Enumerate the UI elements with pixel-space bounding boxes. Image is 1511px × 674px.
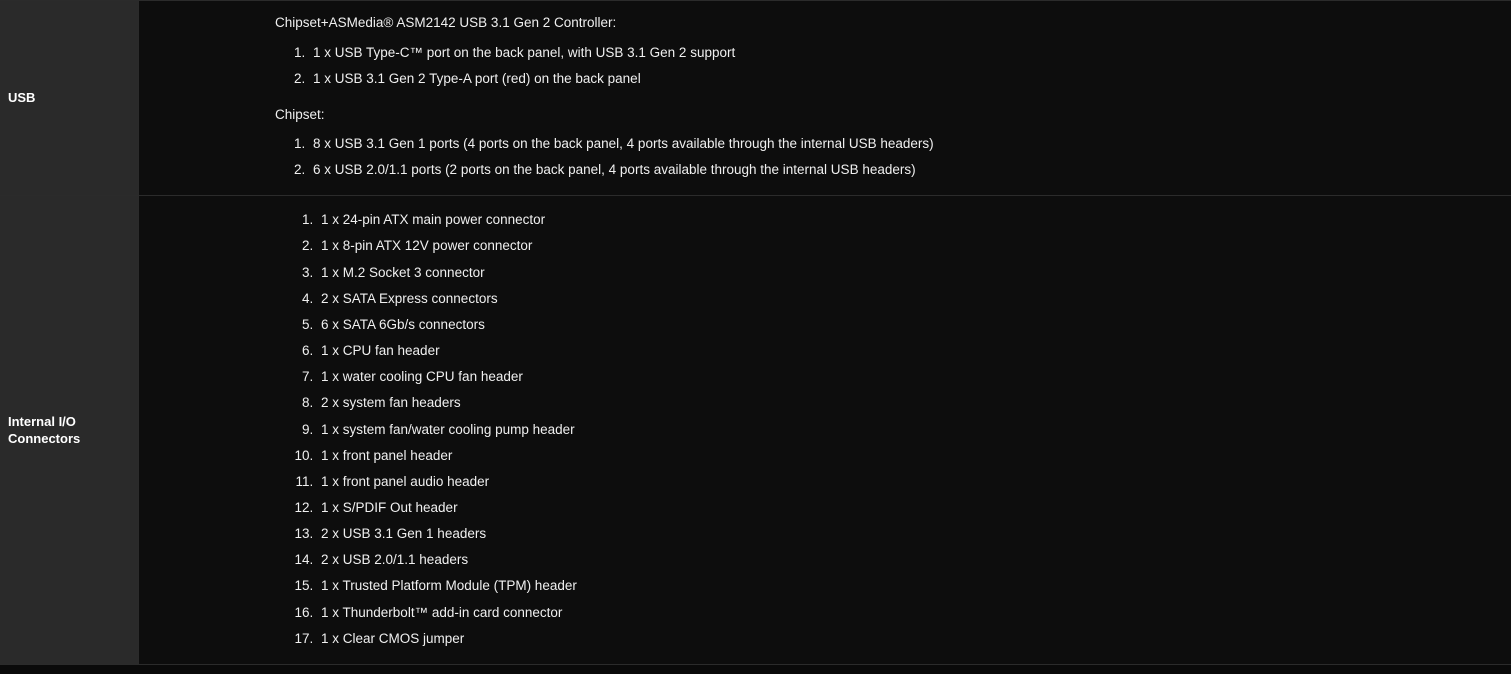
usb-asmedia-list: [275, 40, 1501, 92]
list-item: 8. 2 x system fan headers: [317, 390, 1501, 416]
list-item: 5. 6 x SATA 6Gb/s connectors: [317, 312, 1501, 338]
table-row-usb: [0, 1, 1511, 196]
list-item: 4. 2 x SATA Express connectors: [317, 286, 1501, 312]
list-item: 3. 1 x M.2 Socket 3 connector: [317, 260, 1501, 286]
list-item: 12. 1 x S/PDIF Out header: [317, 495, 1501, 521]
list-item: 15. 1 x Trusted Platform Module (TPM) header: [317, 573, 1501, 599]
list-item: 1. 1 x 24-pin ATX main power connector: [317, 207, 1501, 233]
list-item: 13. 2 x USB 3.1 Gen 1 headers: [317, 521, 1501, 547]
internal-io-connectors-list: [275, 207, 1501, 652]
list-item: 17. 1 x Clear CMOS jumper: [317, 626, 1501, 652]
list-item: 1. 8 x USB 3.1 Gen 1 ports (4 ports on the back panel, 4 ports available through the internal USB headers): [309, 131, 1501, 157]
usb-group-chipset-intro: Chipset:: [275, 106, 325, 122]
list-item: 2. 6 x USB 2.0/1.1 ports (2 ports on the back panel, 4 ports available through the internal USB headers): [309, 157, 1501, 183]
row-label-usb: USB: [0, 1, 139, 196]
usb-group-chipset: [275, 104, 1501, 184]
list-item: 1. 1 x USB Type-C™ port on the back panel, with USB 3.1 Gen 2 support: [309, 40, 1501, 66]
row-label-internal-io-connectors: Internal I/O Connectors: [0, 196, 139, 665]
table-row-internal-io-connectors: [0, 196, 1511, 665]
list-item: 16. 1 x Thunderbolt™ add-in card connector: [317, 600, 1501, 626]
list-item: 6. 1 x CPU fan header: [317, 338, 1501, 364]
list-item: 9. 1 x system fan/water cooling pump header: [317, 417, 1501, 443]
usb-group-asmedia-intro: Chipset+ASMedia® ASM2142 USB 3.1 Gen 2 Controller:: [275, 15, 617, 30]
list-item: 11. 1 x front panel audio header: [317, 469, 1501, 495]
usb-group-asmedia: [275, 12, 1501, 92]
list-item: 2. 1 x 8-pin ATX 12V power connector: [317, 233, 1501, 259]
row-content-internal-io-connectors: [139, 196, 1511, 665]
list-item: 14. 2 x USB 2.0/1.1 headers: [317, 547, 1501, 573]
row-content-usb: [139, 1, 1511, 196]
list-item: 2. 1 x USB 3.1 Gen 2 Type-A port (red) on the back panel: [309, 66, 1501, 92]
list-item: 10. 1 x front panel header: [317, 443, 1501, 469]
list-item: 7. 1 x water cooling CPU fan header: [317, 364, 1501, 390]
usb-chipset-list: [275, 131, 1501, 183]
